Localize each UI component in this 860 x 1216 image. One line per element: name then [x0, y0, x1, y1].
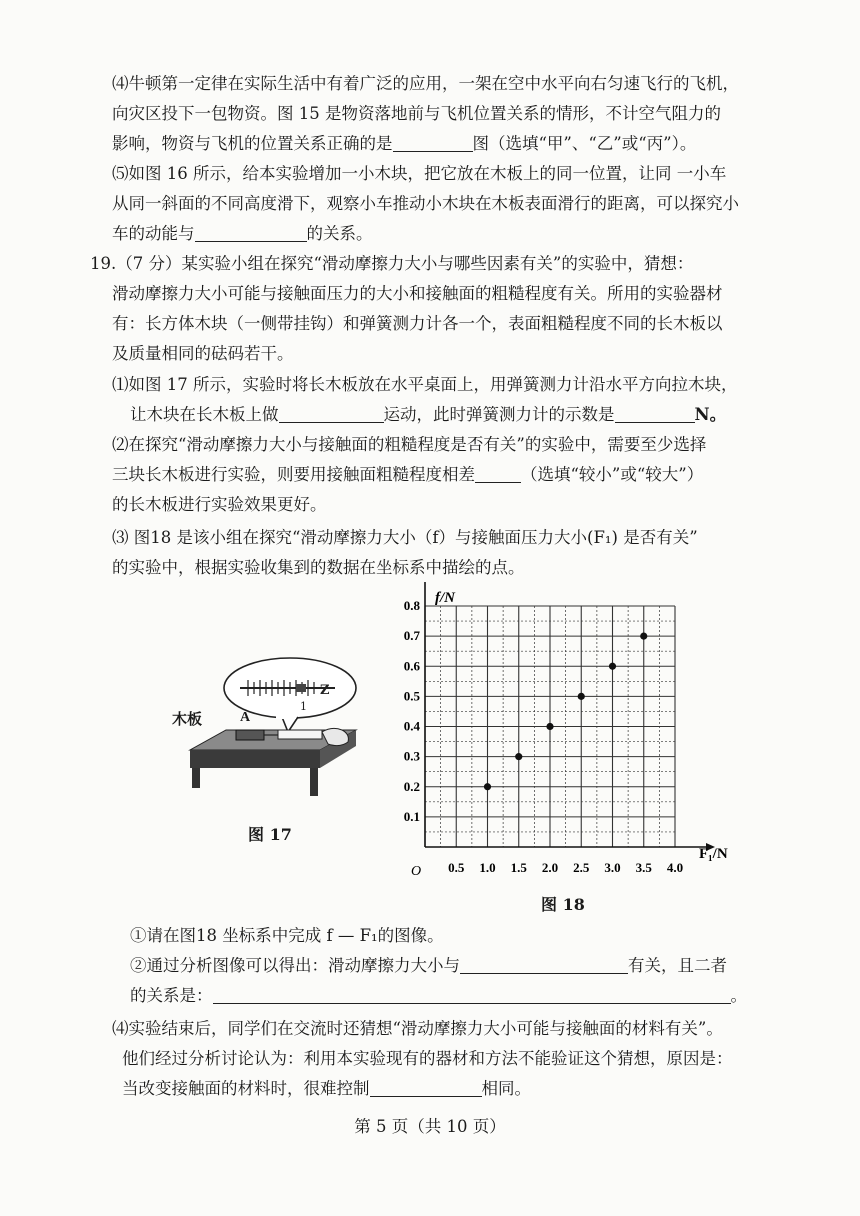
x-tick-label: 3.5 [635, 860, 652, 875]
q19-s1-motion-blank[interactable] [279, 406, 384, 423]
data-point[interactable] [484, 783, 491, 790]
q18-p4-text-b: 图（选填“甲”、“乙”或“丙”）。 [472, 134, 697, 153]
figure-17-caption: 图 17 [248, 825, 292, 844]
q19-s2-line2 [112, 464, 703, 486]
data-point[interactable] [546, 723, 553, 730]
data-point[interactable] [515, 753, 522, 760]
q18-p5-answer-blank[interactable] [195, 225, 307, 242]
data-point[interactable] [578, 693, 585, 700]
figure-17 [170, 650, 370, 804]
q19-s2-answer-blank[interactable] [475, 466, 521, 483]
q19-s2-line3: 的长木板进行实验效果更好。 [112, 495, 327, 514]
y-tick-label: 0.6 [403, 658, 420, 674]
x-tick-label: 1.5 [510, 860, 527, 875]
svg-text:1: 1 [300, 700, 307, 713]
x-tick-label: 0.5 [448, 860, 465, 875]
data-point[interactable] [609, 663, 616, 670]
q19-sub1: ①请在图18 坐标系中完成 f — F₁的图像。 [130, 926, 444, 945]
q19-s2-line1: ⑵在探究“滑动摩擦力大小与接触面的粗糙程度是否有关”的实验中，需要至少选择 [112, 435, 707, 454]
y-axis-label: f/N [435, 590, 455, 606]
q19-intro-line1: 19.（7 分）某实验小组在探究“滑动摩擦力大小与哪些因素有关”的实验中，猜想： [90, 254, 694, 273]
y-tick-label: 0.4 [403, 718, 420, 734]
q19-s1-text-b: 运动，此时弹簧测力计的示数是 [383, 405, 615, 424]
x-tick-label: 2.0 [541, 860, 559, 875]
y-tick-label: 0.7 [403, 628, 420, 644]
q19-sub2-text-a: ②通过分析图像可以得出：滑动摩擦力大小与 [130, 956, 460, 975]
q18-p5-text-b: 的关系。 [306, 224, 373, 243]
q19-sub2-factor-blank[interactable] [460, 957, 628, 974]
q19-sub2-text-b: 有关，且二者 [628, 956, 727, 975]
q19-s3-line2: 的实验中，根据实验收集到的数据在坐标系中描绘的点。 [112, 558, 525, 577]
x-tick-label: 2.5 [573, 860, 590, 875]
y-tick-label: 0.1 [403, 808, 420, 824]
q18-p4-answer-blank[interactable] [393, 135, 473, 152]
q19-s2-text-a: 三块长木板进行实验，则要用接触面粗糙程度相差 [112, 465, 475, 484]
q19-s4-line3 [122, 1078, 531, 1100]
figure-18-chart [395, 582, 745, 892]
origin-label: O [411, 864, 422, 879]
q19-s1-line1: ⑴如图 17 所示，实验时将长木板放在水平桌面上，用弹簧测力计沿水平方向拉木块， [112, 375, 738, 394]
chart-axes [421, 582, 715, 851]
q18-p4-line2: 向灾区投下一包物资。图 15 是物资落地前与飞机位置关系的情形，不计空气阻力的 [112, 104, 721, 123]
q19-sub2-line1 [130, 955, 727, 977]
q19-sub2-relation-blank[interactable] [213, 987, 731, 1004]
svg-text:Z: Z [320, 683, 330, 698]
q19-s1-text-a: 让木块在长木板上做 [130, 405, 279, 424]
label-board: 木板 [172, 710, 203, 728]
q19-s4-text-b: 相同。 [481, 1079, 531, 1098]
chart-tick-labels [404, 598, 683, 875]
q19-s1-reading-blank[interactable] [615, 406, 695, 423]
page-footer: 第 5 页（共 10 页） [354, 1117, 506, 1136]
y-tick-label: 0.2 [403, 778, 420, 794]
q19-s4-text-a: 当改变接触面的材料时，很难控制 [122, 1079, 370, 1098]
q19-intro-line4: 及质量相同的砝码若干。 [112, 344, 294, 363]
x-tick-label: 4.0 [666, 860, 684, 875]
label-block-a: A [240, 710, 251, 725]
q19-s4-answer-blank[interactable] [370, 1080, 482, 1097]
q18-p5-text-a: 车的动能与 [112, 224, 195, 243]
figure-18-caption: 图 18 [541, 895, 585, 914]
x-axis-label: F₁/N [699, 846, 728, 862]
q19-intro-line3: 有：长方体木块（一侧带挂钩）和弹簧测力计各一个，表面粗糙程度不同的长木板以 [112, 314, 723, 333]
q18-p4-line3 [112, 133, 696, 155]
y-tick-label: 0.3 [403, 748, 420, 764]
x-tick-label: 3.0 [604, 860, 621, 875]
q18-p5-line1: ⑸如图 16 所示，给本实验增加一小木块，把它放在木板上的同一位置，让同 一小车 [112, 164, 727, 183]
q19-s4-line1: ⑷实验结束后，同学们在交流时还猜想“滑动摩擦力大小可能与接触面的材料有关”。 [112, 1019, 723, 1038]
q19-s4-line2: 他们经过分析讨论认为：利用本实验现有的器材和方法不能验证这个猜想，原因是： [122, 1049, 733, 1068]
q19-s1-line2 [130, 404, 726, 426]
q18-p5-line3 [112, 223, 373, 245]
x-tick-label: 1.0 [479, 860, 496, 875]
data-point[interactable] [640, 633, 647, 640]
y-tick-label: 0.5 [403, 688, 420, 704]
q19-sub2-line2 [130, 985, 747, 1007]
q18-p4-line1: ⑷牛顿第一定律在实际生活中有着广泛的应用，一架在空中水平向右匀速飞行的飞机， [112, 74, 739, 93]
q19-sub2-text-c: 的关系是： [130, 986, 213, 1005]
q18-p4-text-a: 影响，物资与飞机的位置关系正确的是 [112, 134, 393, 153]
q19-s3-line1: ⑶ 图18 是该小组在探究“滑动摩擦力大小（f）与接触面压力大小(F₁) 是否有关” [112, 528, 698, 547]
q19-s2-text-b: （选填“较小”或“较大”） [521, 465, 704, 484]
q19-s1-unit: N。 [694, 405, 727, 424]
q19-sub2-text-d: 。 [730, 986, 747, 1005]
q18-p5-line2: 从同一斜面的不同高度滑下，观察小车推动小木块在木板表面滑行的距离，可以探究小 [112, 194, 739, 213]
y-tick-label: 0.8 [403, 598, 420, 613]
q19-intro-line2: 滑动摩擦力大小可能与接触面压力的大小和接触面的粗糙程度有关。所用的实验器材 [112, 284, 723, 303]
